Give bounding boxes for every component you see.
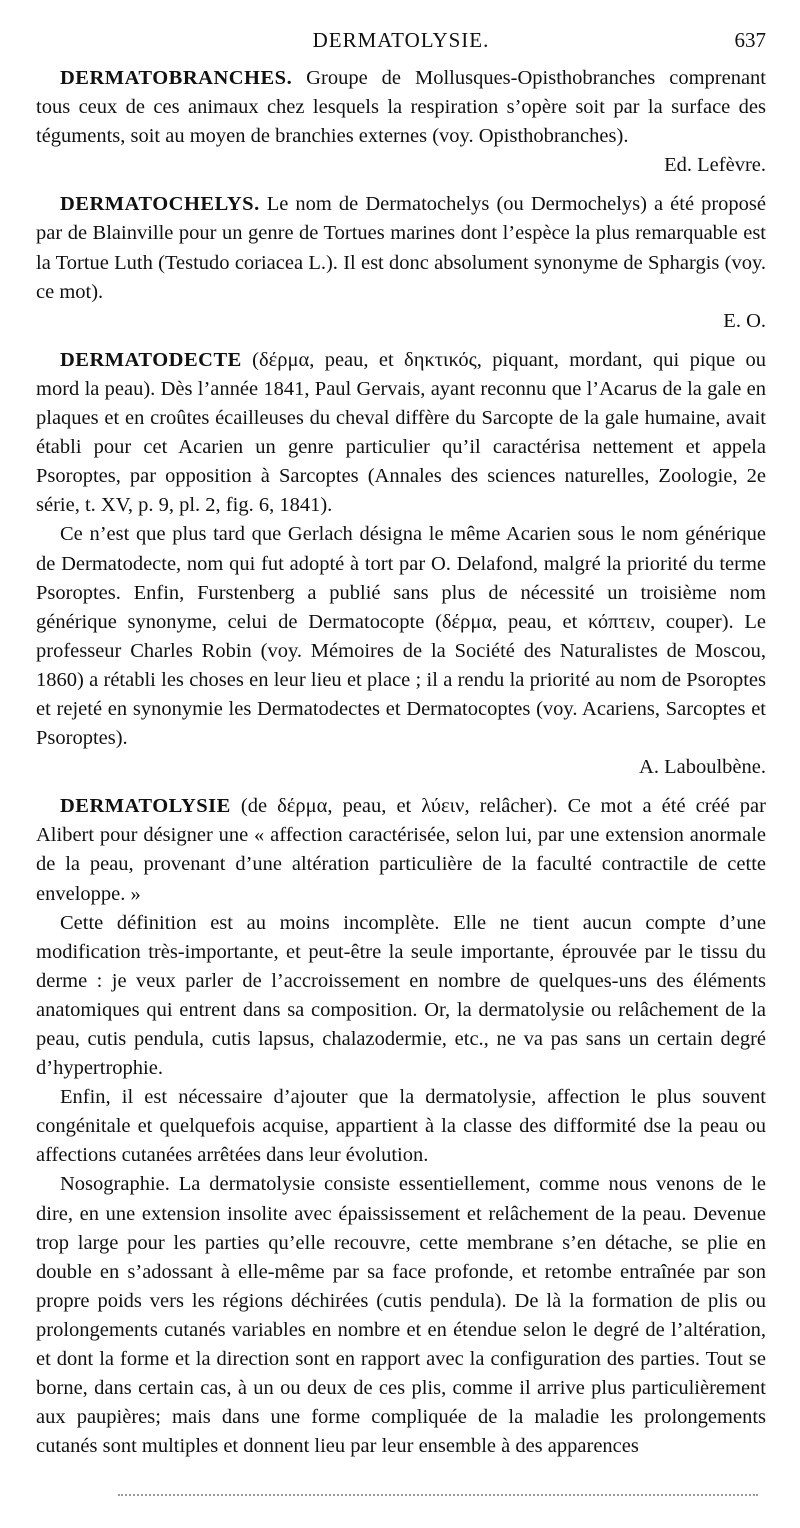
- entry-paragraph: Ce n’est que plus tard que Gerlach désigna le même Acarien sous le nom générique de Dermatodecte, nom qui fut adopté à tort par O. Delafond, malgré la priorité du terme Psoroptes. Enfin, Furstenberg a publié sans plus de nécessité un troisième nom générique synonyme, celui de Dermatocopte (δέρμα, peau, et κόπτειν, couper). Le professeur Charles Robin (voy. Mémoires de la Société des Naturalistes de Moscou, 1860) a rétabli les choses en leur lieu et place ; il a rendu la priorité au nom de Psoroptes et rejeté en synonymie les Dermatodectes et Dermatocoptes (voy. Acariens, Sarcoptes et Psoroptes).: [36, 523, 766, 750]
- entry-signature: E. O.: [723, 309, 766, 332]
- entry-headword: DERMATOCHELYS.: [60, 193, 260, 216]
- entry-signature: A. Laboulbène.: [639, 756, 766, 779]
- page-header: [36, 28, 766, 54]
- entry-paragraph: Enfin, il est nécessaire d’ajouter que la dermatolysie, affection le plus souvent congénitale et quelquefois acquise, appartient à la classe des difformité dse la peau ou affections cutanées arrêtées dans leur évolution.: [36, 1086, 766, 1167]
- entry-text: Groupe de Mollusques-Opisthobranches comprenant tous ceux de ces animaux chez lesquels la respiration s’opère soit par la surface des téguments, soit au moyen de branchies externes (voy. Opisthobranches).: [36, 67, 766, 148]
- entry-text: (δέρμα, peau, et δηκτικός, piquant, mordant, qui pique ou mord la peau). Dès l’année 1841, Paul Gervais, ayant reconnu que l’Acarus de la gale en plaques et en croûtes écailleuses du cheval diffère du Sarcopte de la gale humaine, avait établi pour cet Acarien un genre particulier qu’il caractérisa nettement et appela Psoroptes, par opposition à Sarcoptes (Annales des sciences naturelles, Zoologie, 2e série, t. XV, p. 9, pl. 2, fig. 6, 1841).: [36, 348, 766, 517]
- entry-paragraph: [36, 346, 766, 521]
- entry-text: Le nom de Dermatochelys (ou Dermochelys) a été proposé par de Blainville pour un genre de Tortues marines dont l’espèce la plus remarquable est la Tortue Luth (Testudo coriacea L.). Il est donc absolument synonyme de Sphargis (voy. ce mot).: [36, 193, 766, 303]
- entry-dermatochelys: [36, 190, 766, 335]
- entry-headword: DERMATOBRANCHES.: [60, 67, 293, 89]
- entry-paragraph: [36, 792, 766, 908]
- entry-paragraph: Cette définition est au moins incomplète. Elle ne tient aucun compte d’une modification très-importante, et peut-être la seule importante, éprouvée par le tissu du derme : je veux parler de l’accroissement en nombre de quelques-uns des éléments anatomiques qui entrent dans sa composition. Or, la dermatolysie ou relâchement de la peau, cutis pendula, cutis lapsus, chalazodermie, etc., ne va pas sans un certain degré d’hypertrophie.: [36, 911, 766, 1080]
- footer-rule: [118, 1494, 758, 1496]
- entry-dermatobranches: [36, 64, 766, 180]
- page-body: [36, 64, 766, 1471]
- entry-headword: DERMATODECTE: [60, 348, 242, 371]
- page-number: 637: [734, 28, 766, 52]
- entry-headword: DERMATOLYSIE: [60, 795, 231, 818]
- entry-text: (de δέρμα, peau, et λύειν, relâcher). Ce mot a été créé par Alibert pour désigner une « affection caractérisée, selon lui, par une extension anormale de la peau, provenant d’une altération particulière de la faculté contractile de cette enveloppe. »: [36, 795, 766, 905]
- running-title: DERMATOLYSIE.: [312, 28, 490, 52]
- entry-paragraph: Nosographie. La dermatolysie consiste essentiellement, comme nous venons de le dire, en une extension insolite avec épaississement et relâchement de la peau. Devenue trop large pour les parties qu’elle recouvre, cette membrane s’en détache, se plie en double en s’adossant à elle-même par sa face profonde, et retombe entraînée par son propre poids vers les régions déchirées (cutis pendula). De là la formation de plis ou prolongements cutanés variables en nombre et en étendue selon le degré de l’altération, et dont la forme et la direction sont en rapport avec la configuration des parties. Tout se borne, dans certain cas, à un ou deux de ces plis, comme il arrive plus particulièrement aux paupières; mais dans une forme compliquée de la maladie les prolongements cutanés sont multiples et donnent lieu par leur ensemble à des apparences: [36, 1173, 766, 1458]
- entry-paragraph: [36, 190, 766, 306]
- entry-dermatodecte: [36, 346, 766, 782]
- entry-dermatolysie: [36, 792, 766, 1461]
- entry-signature: Ed. Lefèvre.: [664, 154, 766, 177]
- entry-paragraph: [36, 64, 766, 151]
